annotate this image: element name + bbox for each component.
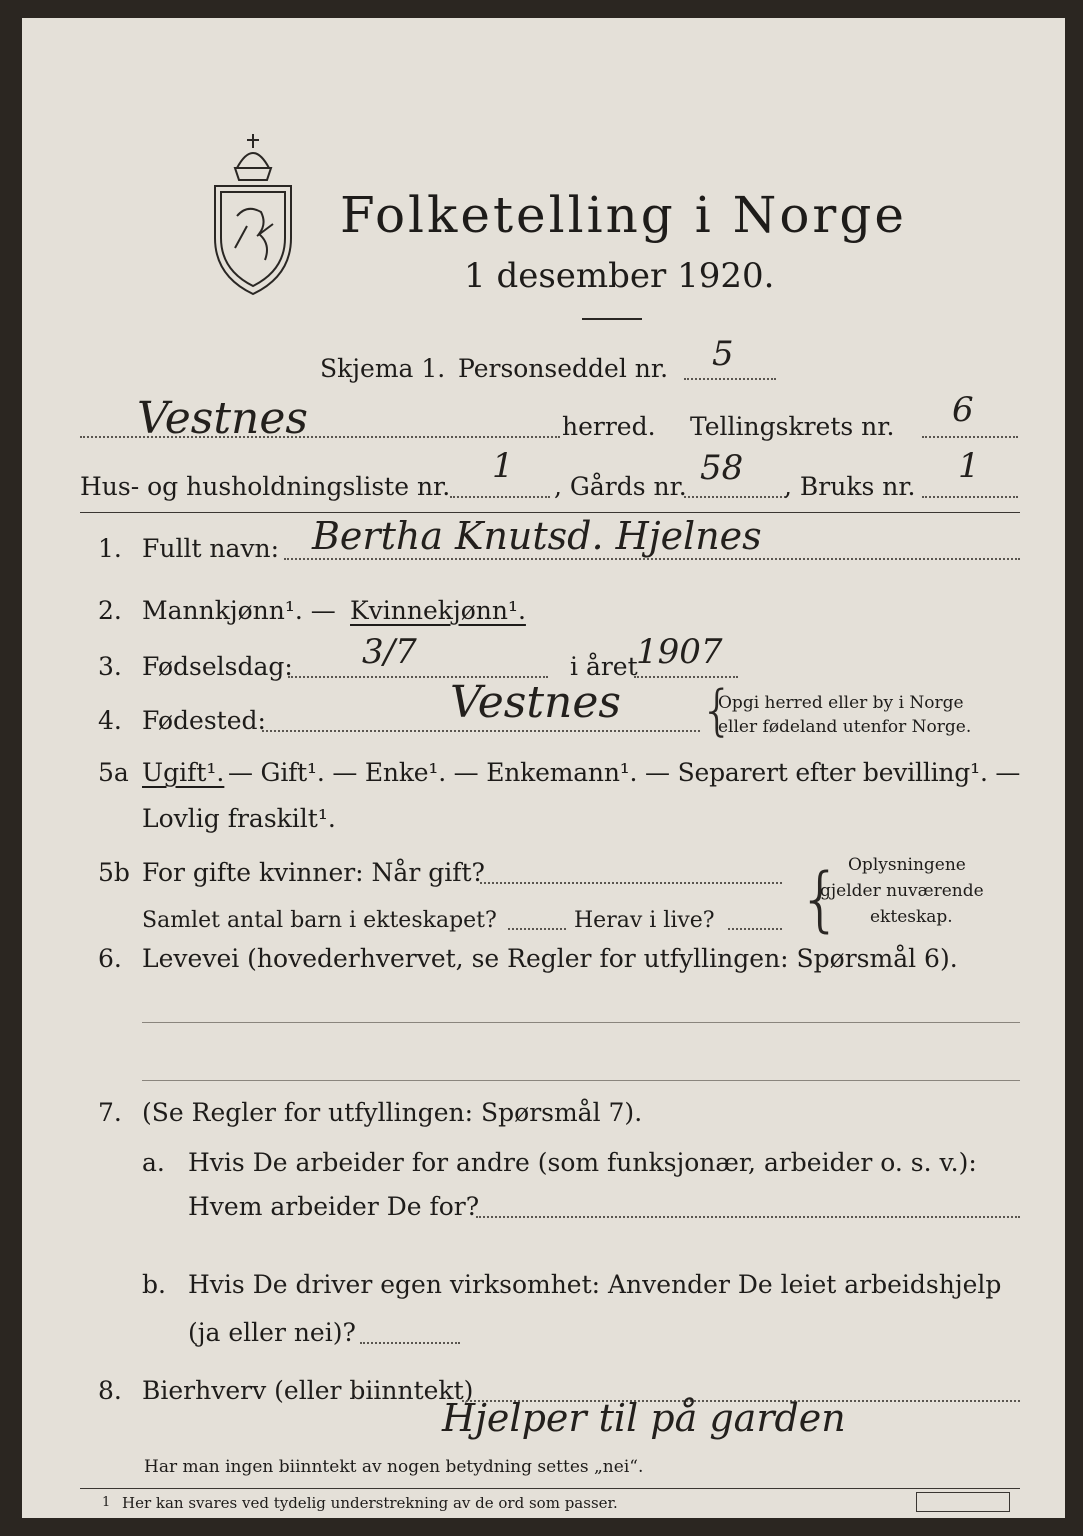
q8-number: 8. <box>98 1376 122 1405</box>
q4-label: Fødested: <box>142 706 266 735</box>
q7-label: (Se Regler for utfyllingen: Spørsmål 7). <box>142 1098 643 1127</box>
q2-number: 2. <box>98 596 122 625</box>
q7a-label: Hvis De arbeider for andre (som funksjonær, arbeider o. s. v.): <box>188 1148 977 1177</box>
q5a-ugift[interactable]: Ugift¹. <box>142 758 225 787</box>
q5b-alive-label: Herav i live? <box>574 908 715 933</box>
q5b-note-line3: ekteskap. <box>870 907 953 927</box>
gards-value: 58 <box>700 448 744 488</box>
q1-value: Bertha Knutsd. Hjelnes <box>312 514 762 558</box>
q5b-alive-field[interactable] <box>728 928 782 930</box>
personseddel-field[interactable] <box>684 378 776 380</box>
q4-field[interactable] <box>262 730 700 732</box>
q5a-options: — Gift¹. — Enke¹. — Enkemann¹. — Separert efter bevilling¹. — <box>228 758 1021 787</box>
husliste-label: Hus- og husholdningsliste nr. <box>80 472 451 501</box>
q6-number: 6. <box>98 944 122 973</box>
q3-label: Fødselsdag: <box>142 652 293 681</box>
tellingskrets-field[interactable] <box>922 436 1018 438</box>
q5a-number: 5a <box>98 758 129 787</box>
gards-label: , Gårds nr. <box>554 472 687 501</box>
q4-note-line1: Opgi herred eller by i Norge <box>718 693 964 713</box>
q5b-note-brace: { <box>798 858 843 940</box>
q6-label: Levevei (hovederhvervet, se Regler for utfyllingen: Spørsmål 6). <box>142 944 958 973</box>
q4-value: Vestnes <box>450 677 621 728</box>
q8-label: Bierhverv (eller biinntekt) <box>142 1376 474 1405</box>
q5b-when-field[interactable] <box>480 882 782 884</box>
q6-answer-line-1[interactable] <box>142 1022 1020 1023</box>
bruks-label: , Bruks nr. <box>784 472 916 501</box>
q7a-label2: Hvem arbeider De for? <box>188 1192 480 1221</box>
q5b-note-line2: gjelder nuværende <box>820 881 984 901</box>
q8-note: Har man ingen biinntekt av nogen betydning settes „nei“. <box>144 1457 644 1477</box>
q4-number: 4. <box>98 706 122 735</box>
q5b-children-field[interactable] <box>508 928 566 930</box>
personseddel-value: 5 <box>712 334 734 374</box>
q4-note-brace: { <box>700 679 735 742</box>
coat-of-arms-icon <box>207 128 299 298</box>
tellingskrets-value: 6 <box>952 390 974 430</box>
footnote-separator <box>80 1488 1020 1489</box>
bruks-field[interactable] <box>922 496 1018 498</box>
q3-year-label: i året <box>570 652 638 681</box>
husliste-field[interactable] <box>450 496 550 498</box>
q3-year-field[interactable] <box>634 676 738 678</box>
q4-note-line2: eller fødeland utenfor Norge. <box>718 717 972 737</box>
q7b-label: Hvis De driver egen virksomhet: Anvender De leiet arbeidshjelp <box>188 1270 1002 1299</box>
q7b-number: b. <box>142 1270 166 1299</box>
q5a-line2: Lovlig fraskilt¹. <box>142 804 336 833</box>
q7a-field[interactable] <box>476 1216 1020 1218</box>
q6-answer-line-2[interactable] <box>142 1080 1020 1081</box>
q7b-label2: (ja eller nei)? <box>188 1318 356 1347</box>
personseddel-label: Personseddel nr. <box>458 354 669 383</box>
q5b-number: 5b <box>98 858 130 887</box>
q1-number: 1. <box>98 534 122 563</box>
q3-number: 3. <box>98 652 122 681</box>
q5b-label: For gifte kvinner: Når gift? <box>142 858 485 887</box>
printer-stamp <box>916 1492 1010 1512</box>
schema-label: Skjema 1. <box>320 354 446 383</box>
tellingskrets-label: Tellingskrets nr. <box>690 412 895 441</box>
q1-field[interactable] <box>284 558 1020 560</box>
herred-value: Vestnes <box>137 393 308 444</box>
bruks-value: 1 <box>958 446 980 486</box>
q3-year-value: 1907 <box>636 632 723 672</box>
q1-label: Fullt navn: <box>142 534 280 563</box>
q8-value: Hjelper til på garden <box>442 1396 846 1440</box>
gards-field[interactable] <box>684 496 786 498</box>
q5b-note-line1: Oplysningene <box>848 855 966 875</box>
footnote-number: 1 <box>102 1495 111 1510</box>
census-form-page <box>22 18 1065 1518</box>
husliste-value: 1 <box>492 446 514 486</box>
title-divider <box>582 318 642 320</box>
q5b-children-label: Samlet antal barn i ekteskapet? <box>142 908 497 933</box>
herred-label: herred. <box>562 412 656 441</box>
q7-number: 7. <box>98 1098 122 1127</box>
q2-label-female[interactable]: Kvinnekjønn¹. <box>350 596 526 625</box>
form-date: 1 desember 1920. <box>464 256 775 296</box>
header-separator <box>80 512 1020 513</box>
footnote-text: Her kan svares ved tydelig understrekning av de ord som passer. <box>122 1494 618 1512</box>
q7b-field[interactable] <box>360 1342 460 1344</box>
q2-label-male: Mannkjønn¹. — <box>142 596 336 625</box>
q3-value: 3/7 <box>362 632 417 672</box>
form-title: Folketelling i Norge <box>340 186 907 244</box>
q7a-number: a. <box>142 1148 165 1177</box>
